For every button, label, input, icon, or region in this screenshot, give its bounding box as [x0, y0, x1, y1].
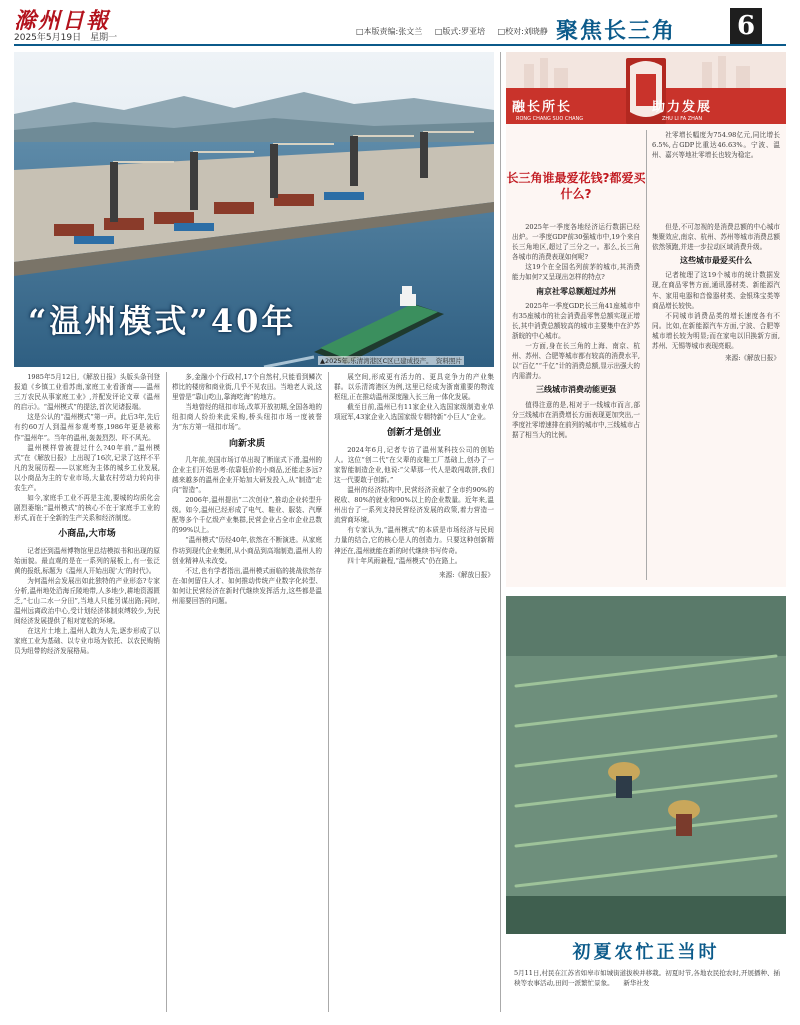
paragraph: 展空间,形成更有活力的、更具竞争力的产业集群。以乐清湾港区为例,这里已经成为浙南重要的物流枢纽,正在推动温州深度融入长三角一体化发展。 [334, 373, 494, 402]
newspaper-logo: 滁州日報 [14, 8, 111, 34]
paragraph: 社零增长幅度为754.98亿元,同比增长6.5%,占GDP比重达46.63%。宁波、温州、嘉兴等地社零增长也较为稳定。 [652, 131, 780, 160]
paragraph: 不同城市消费品类的增长速度各有不同。比如,在新能源汽车方面,宁波、合肥等城市增长较为明显;而在家电以旧换新方面,苏州、无锡等城市表现亮眼。 [652, 311, 780, 351]
paragraph: 值得注意的是,相对于一线城市而言,部分三线城市在消费增长方面表现更加突出,一季度社零增速排在前列的城市中,三线城市占据了相当大的比例。 [512, 400, 640, 439]
paragraph: 记者梳理了这19个城市的统计数据发现,在商品零售方面,通讯器材类、新能源汽车、家用电器和音像器材类、金银珠宝类等商品增长较快。 [652, 271, 780, 310]
paragraph: 不过,也有学者指出,温州模式面临的挑战依然存在:如何留住人才、如何推动传统产业数字化转型、如何让民营经济在新时代继续发挥活力,这些都是温州需要回答的问题。 [172, 566, 322, 605]
subheading: 三线城市消费动能更强 [536, 385, 616, 395]
paragraph: 温州的经济结构中,民营经济贡献了全市约90%的税收、80%的就业和90%以上的企业数量。近年来,温州出台了一系列支持民营经济发展的政策,着力营造一流营商环境。 [334, 485, 494, 525]
paragraph: 这是公认的“温州模式”第一声。此后3年,先后有约60万人到温州参观考察,1986年更是被称作“温州年”。当年的温州,轰轰烈烈、吓不风光。 [14, 413, 160, 442]
feature-column-b-top [652, 130, 780, 222]
paragraph: “温州模式”历经40年,依然在不断演进。从家庭作坊到现代企业集团,从小商品到高端制造,温州人的创业精神从未改变。 [172, 536, 322, 565]
photo-caption: ▲2025年,乐清湾港区C区已建成投产。 资料照片 [320, 357, 462, 365]
feature-column-b [652, 222, 780, 582]
subheading: 南京社零总额超过苏州 [536, 286, 616, 296]
banner-subtitle-left: RONG CHANG SUO CHANG [516, 116, 584, 122]
farm-photo-illustration [506, 596, 786, 934]
paragraph: 2006年,温州提出“二次创业”,推动企业转型升级。如今,温州已经形成了电气、鞋业、服装、汽摩配等多个千亿级产业集群,民营企业占全市企业总数的99%以上。 [172, 496, 322, 535]
proofreader-credit: □校对:刘晓静 [497, 27, 548, 36]
column-divider [328, 372, 329, 1012]
article-column-1 [14, 372, 160, 1012]
farm-photo-caption: 5月11日,村民在江苏省如皋市如城街道拔秧并移栽。初夏时节,各地农民抢农时,开展播种、插秧等农事活动,田间一派繁忙景象。 新华社发 [514, 969, 780, 987]
paragraph: 在这片土地上,温州人敢为人先,逐步形成了以家庭工业为基础、以专业市场为依托、以农民购销员为纽带的经济发展格局。 [14, 627, 160, 656]
paragraph: 温州模样曾被提过什么?40年前,“温州模式”在《解放日报》上出现了16次,记录了这样不平凡的发展历程——以家庭为主体的城乡工业发展,以小商品为主的专业市场,大量农村劳动力转向非农生产。 [14, 443, 160, 493]
article-source: 来源:《解放日报》 [439, 570, 494, 579]
article-column-2 [172, 372, 322, 1012]
subheading: 创新才是创业 [386, 428, 441, 439]
banner-title-left: 融长所长 [512, 100, 573, 115]
farm-photo-title: 初夏农忙正当时 [572, 942, 720, 963]
paragraph: 有专家认为,“温州模式”的本质是市场经济与民间力量的结合,它的核心是人的创造力。只要这种创新精神还在,温州就能在新的时代继续书写传奇。 [334, 526, 494, 555]
paragraph: 1985年5月12日,《解放日报》头版头条刊登报道《乡镇工业看苏南,家庭工业看浙南——温州三万农民从事家庭工业》,并配发评论文章《温州的启示》。“温州模式”的提法,首次见诸报端。 [14, 373, 160, 412]
paragraph: 2025年一季度GDP,长三角41座城市中有35座城市的社会消费品零售总额实现正增长,其中消费总额较高的城市主要集中在沪苏浙皖的中心城市。 [512, 301, 640, 340]
paragraph: 2024年6月,记者专访了温州某科技公司的创始人。这位“创二代”在父辈的皮鞋工厂基础上,创办了一家智能制造企业,他说:“父辈那一代人是敢闯敢拼,我们这一代要敢于创新。” [334, 445, 494, 484]
staff-credits [356, 26, 558, 37]
subheading: 小商品,大市场 [58, 529, 116, 540]
paragraph: 截至目前,温州已有11家企业入选国家级制造业单项冠军,43家企业入选国家级专精特新“小巨人”企业。 [334, 403, 494, 422]
paragraph: 2025年一季度各地经济运行数据已经出炉。一季度GDP前30强城市中,19个来自长三角地区,超过了三分之一。那么,长三角各城市的消费表现如何呢? [512, 223, 640, 262]
column-divider [646, 130, 647, 580]
paragraph: 几年前,美国市场订单出现了断崖式下滑,温州的企业主们开始思考:依靠低价的小商品,还能走多远?越来越多的温州企业开始加大研发投入,从“制造”走向“智造”。 [172, 455, 322, 494]
paragraph: 一方面,身在长三角的上海、南京、杭州、苏州、合肥等城市都有较高的消费水平,以“百亿”“千亿”计的消费总额,显示出强大的内需潜力。 [512, 342, 640, 381]
paragraph: 为何温州会发展出如此独特的产业形态?专家分析,温州地处沿海丘陵地带,人多地少,耕地资源匮乏,“七山二水一分田”,当地人只能另谋出路;同时,温州远离政治中心,受计划经济体制束缚较少,为民间经济发展提供了相对宽松的环境。 [14, 576, 160, 626]
banner-title-right: 助力发展 [652, 100, 713, 115]
paragraph: 如今,家庭手工业不再是主流,要城的均质化会剧烈萎缩;“温州模式”的核心不在于家庭手工业的形式,而在于全新的生产关系和经济制度。 [14, 494, 160, 523]
article-column-3 [334, 372, 494, 1012]
feature-column-a [512, 222, 640, 582]
paragraph: 当地曾经的纽扣市场,改革开放初期,全国各地的纽扣商人纷纷来此采购,桥头纽扣市场一度被誉为“东方第一纽扣市场”。 [172, 403, 322, 432]
feature-source: 来源:《解放日报》 [725, 354, 780, 363]
editor-credit: □本版责编:张文兰 [356, 27, 423, 36]
subheading: 这些城市最爱买什么 [680, 256, 752, 266]
section-title: 聚焦长三角 [556, 19, 677, 44]
issue-date: 2025年5月19日 星期一 [14, 33, 118, 43]
page-number: 6 [730, 8, 762, 44]
paragraph: 但是,不可忽视的是消费总额的中心城市集聚效应,南京、杭州、苏州等城市消费总额依然领跑,并进一步拉动区域消费升级。 [652, 223, 780, 252]
banner-subtitle-right: ZHU LI FA ZHAN [662, 116, 703, 122]
section-divider [500, 52, 501, 1012]
subheading: 向新求质 [228, 438, 265, 449]
layout-credit: □版式:罗亚培 [434, 27, 486, 36]
feature-headline: 长三角谁最爱花钱?都爱买什么? [506, 171, 646, 201]
farm-photo [506, 596, 786, 934]
paragraph: 这19个在全国名列前茅的城市,其消费能力如何?又呈现出怎样的特点? [512, 263, 640, 282]
paragraph: 多,金融小个行政村,17个自然村,只能看到鳞次栉比的楼房和商业街,几乎不见农田。当地老人说,这里曾是“靠山吃山,靠海吃海”的地方。 [172, 373, 322, 402]
header-divider [14, 44, 786, 46]
paragraph: 四十年风雨兼程,“温州模式”仍在路上。 [347, 556, 462, 565]
main-headline: “温州模式”40年 [28, 302, 297, 340]
paragraph: 记者还到温州博物馆里总结模拟书和出现的原始面貌。最直观的是在一系列的展板上,有一张泛黄的报纸,标题为《温州人开始出现‘大’的时代》。 [14, 546, 160, 575]
column-divider [166, 372, 167, 1012]
